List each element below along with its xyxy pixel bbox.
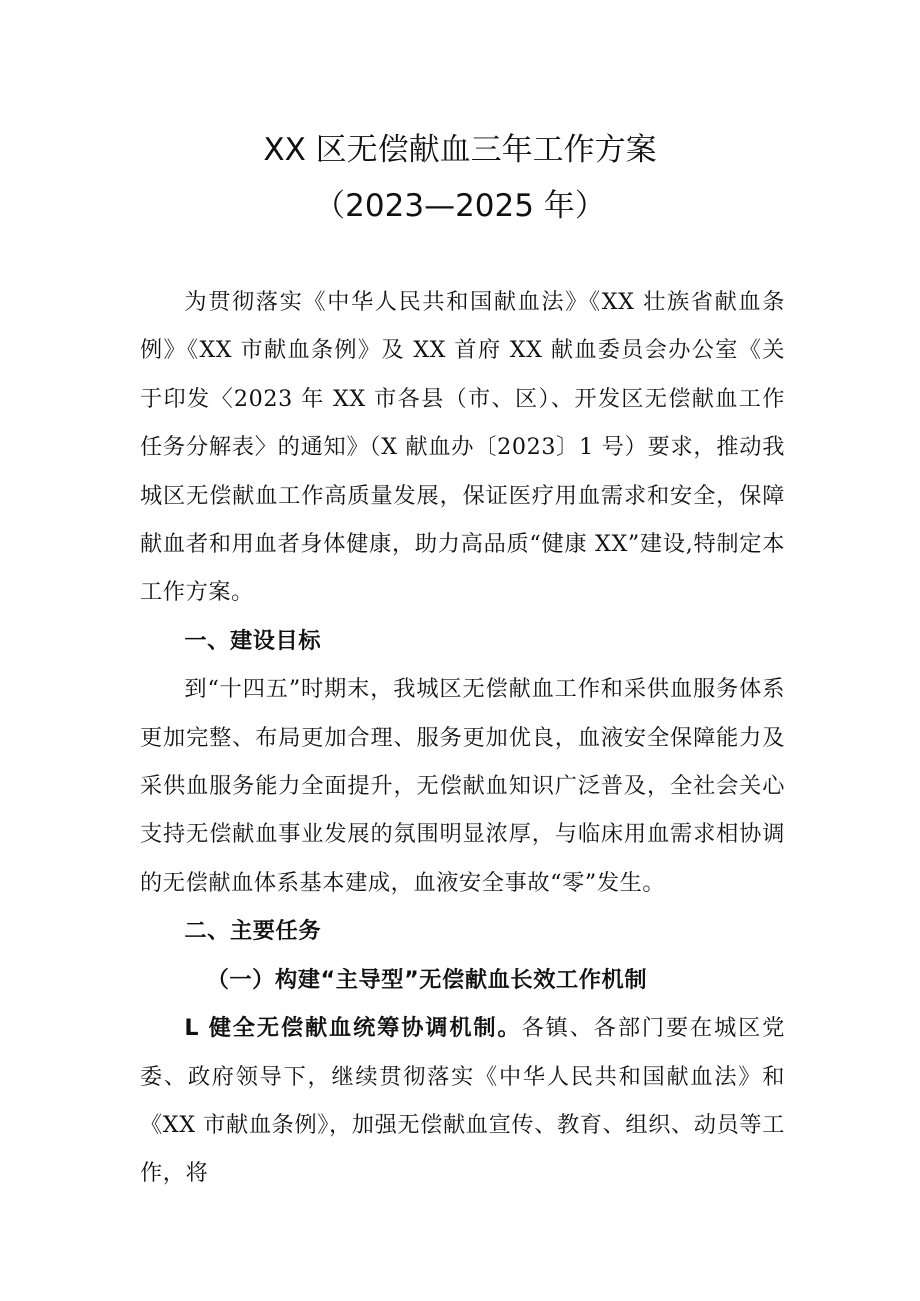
item1-body: 各镇、各部门要在城区党委、政府领导下，继续贯彻落实《中华人民共和国献血法》和《XX 市献血条例》，加强无偿献血宣传、教育、组织、动员等工作，将 bbox=[140, 1015, 785, 1187]
item1-paragraph bbox=[140, 1004, 785, 1198]
document-subtitle: （2023—2025 年） bbox=[314, 188, 606, 224]
intro-paragraph: 为贯彻落实《中华人民共和国献血法》《XX 壮族省献血条例》《XX 市献血条例》及 XX 首府 XX 献血委员会办公室《关于印发〈2023 年 XX 市各县（市、区）、开发区无偿献血工作任务分解表〉的通知》（X 献血办〔2023〕1 号）要求，推动我城区无偿献血工作高质量发展，保证医疗用血需求和安全，保障献血者和用血者身体健康，助力高品质“健康 XX”建设,特制定本工作方案。 bbox=[140, 289, 785, 606]
goals-paragraph: 到“十四五”时期末，我城区无偿献血工作和采供血服务体系更加完整、布局更加合理、服务更加优良，血液安全保障能力及采供血服务能力全面提升，无偿献血知识广泛普及，全社会关心支持无偿献血事业发展的氛围明显浓厚，与临床用血需求相协调的无偿献血体系基本建成，血液安全事故“零”发生。 bbox=[140, 676, 785, 896]
subsection-heading-mechanism: （一）构建“主导型”无偿献血长效工作机制 bbox=[206, 966, 648, 993]
document-title: XX 区无偿献血三年工作方案 bbox=[263, 132, 657, 168]
item1-lead: L 健全无偿献血统筹协调机制。 bbox=[184, 1015, 522, 1042]
document-body bbox=[140, 278, 785, 1198]
section-heading-goals: 一、建设目标 bbox=[184, 627, 322, 654]
section-heading-tasks: 二、主要任务 bbox=[184, 918, 322, 945]
